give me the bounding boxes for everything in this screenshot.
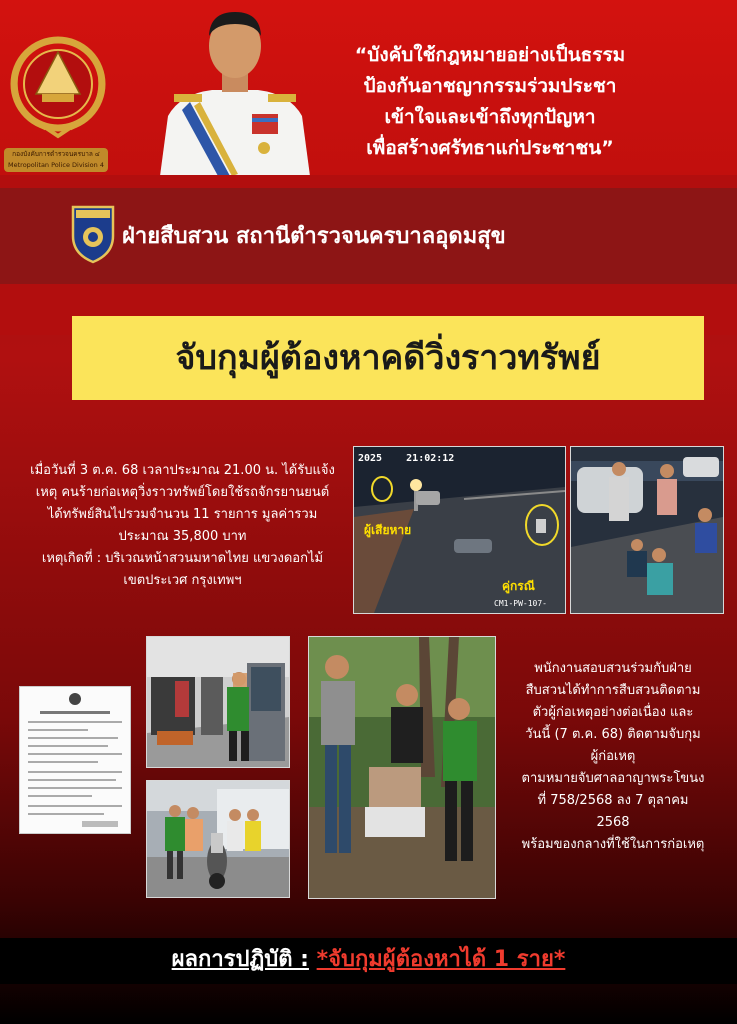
investigation-line: สืบสวนได้ทำการสืบสวนติดตาม [525, 683, 701, 698]
slogan-line-2: ป้องกันอาชญากรรมร่วมประชา [363, 75, 617, 97]
slogan-line-4: เพื่อสร้างศรัทธาแก่ประชาชน” [366, 137, 614, 159]
investigation-line: พร้อมของกลางที่ใช้ในการก่อเหตุ [521, 837, 705, 852]
incident-line: เหตุ คนร้ายก่อเหตุวิ่งราวทรัพย์โดยใช้รถจักรยานยนต์ [35, 485, 330, 500]
cctv-suspect-label: คู่กรณี [502, 579, 535, 593]
emblem-label [4, 148, 108, 172]
motorcycle-evidence-image [147, 781, 289, 897]
slogan-line-3: เข้าใจและเข้าถึงทุกปัญหา [384, 106, 596, 128]
warrant-document-image [20, 687, 130, 833]
officer-portrait [160, 6, 310, 176]
scene-photo [570, 446, 724, 614]
outcome-text [0, 940, 737, 980]
headline: จับกุมผู้ต้องหาคดีวิ่งราวทรัพย์ [175, 338, 601, 378]
police-emblem-icon [6, 12, 110, 170]
emblem-label-en: Metropolitan Police Division 4 [8, 161, 104, 169]
investigation-line: วันนี้ (7 ต.ค. 68) ติดตามจับกุม [525, 727, 701, 742]
cctv-camera-id: CM1-PW-107- [494, 599, 547, 608]
investigation-line: ตัวผู้ก่อเหตุอย่างต่อเนื่อง และ [532, 705, 694, 720]
emblem-label-th: กองบังคับการตำรวจนครบาล ๔ [12, 150, 100, 158]
incident-line: ประมาณ 35,800 บาท [118, 529, 247, 544]
cctv-timestamp: 2025 21:02:12 [358, 453, 455, 464]
motorcycle-evidence-photo [146, 780, 290, 898]
investigation-line: 2568 [596, 815, 630, 830]
police-shield-icon [70, 204, 116, 264]
investigation-line: ที่ 758/2568 ลง 7 ตุลาคม [537, 793, 689, 808]
unit-title: ฝ่ายสืบสวน สถานีตำรวจนครบาลอุดมสุข [122, 224, 506, 249]
incident-location: เหตุเกิดที่ : บริเวณหน้าสวนมหาดไทย แขวงดอกไม้ [41, 551, 324, 566]
slogan [305, 40, 675, 164]
cctv-photo [353, 446, 566, 614]
arrest-photo [308, 636, 496, 899]
arrest-photo-image [309, 637, 495, 898]
cctv-victim-label: ผู้เสียหาย [364, 523, 412, 537]
outcome-label: ผลการปฏิบัติ : [171, 947, 309, 972]
scene-photo-image [571, 447, 723, 613]
incident-line: ได้ทรัพย์สินไปรวมจำนวน 11 รายการ มูลค่ารวม [47, 507, 318, 522]
investigation-line: ผู้ก่อเหตุ [590, 749, 636, 764]
investigation-warrant: ตามหมายจับศาลอาญาพระโขนง [521, 771, 705, 786]
outcome-value: *จับกุมผู้ต้องหาได้ 1 ราย* [316, 947, 566, 972]
investigation-text [498, 658, 728, 856]
evidence-room-image [147, 637, 289, 767]
investigation-line: พนักงานสอบสวนร่วมกับฝ่าย [534, 661, 692, 676]
arrest-warrant-document [19, 686, 131, 834]
incident-line: เขตประเวศ กรุงเทพฯ [123, 573, 242, 588]
evidence-room-photo [146, 636, 290, 768]
incident-line: เมื่อวันที่ 3 ต.ค. 68 เวลาประมาณ 21.00 น. ได้รับแจ้ง [30, 463, 335, 478]
incident-description [10, 460, 355, 592]
slogan-line-1: “บังคับใช้กฎหมายอย่างเป็นธรรม [354, 44, 626, 66]
